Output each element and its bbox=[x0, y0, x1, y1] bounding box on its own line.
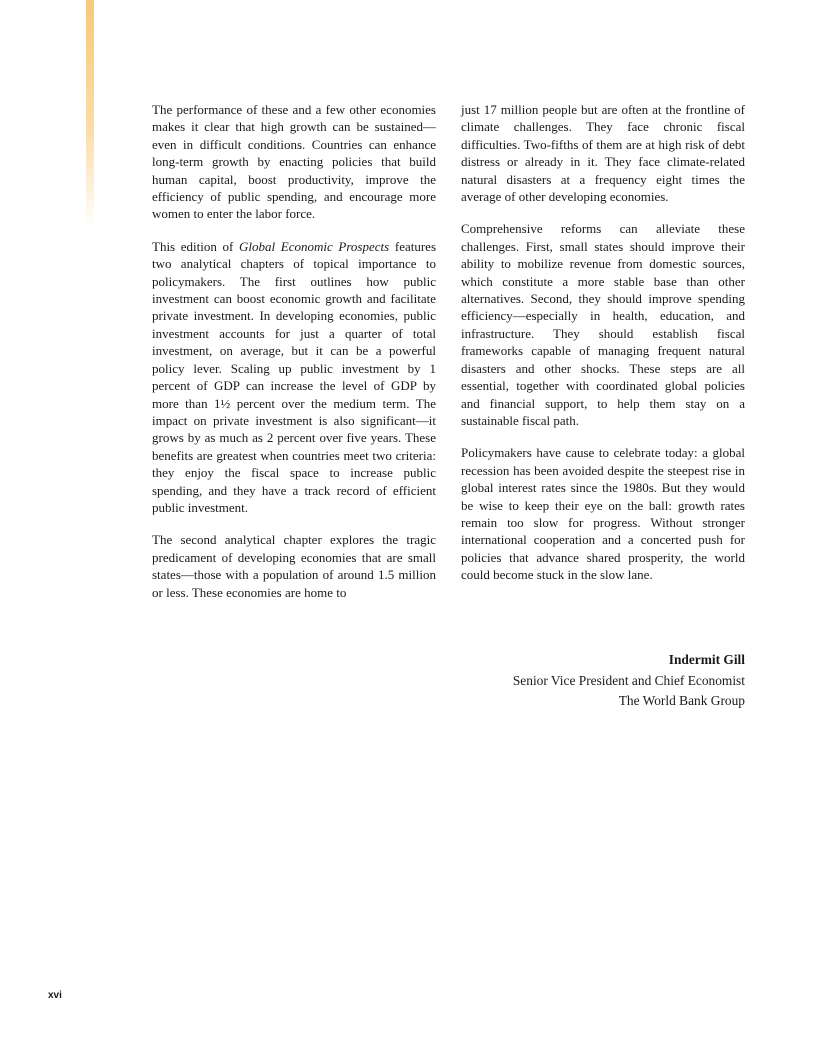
page-number: xvi bbox=[48, 990, 62, 1001]
signatory-name: Indermit Gill bbox=[668, 652, 745, 667]
paragraph-text: This edition of bbox=[152, 238, 240, 254]
signature-block bbox=[461, 650, 745, 712]
paragraph: The performance of these and a few other economies makes it clear that high growth can be sustained—even in difficult conditions. Countries can enhance long-term growth by enacting policies that build human capital, boost productivity, improve the efficiency of public spending, and encourage more women to enter the labor force. bbox=[152, 102, 436, 222]
publication-title: Global Economic Prospects bbox=[239, 238, 390, 254]
paragraph bbox=[152, 238, 436, 517]
paragraph: The second analytical chapter explores the tragic predicament of developing economies that are small states—those with a population of around 1.5 million or less. These economies are home to bbox=[152, 532, 436, 600]
decorative-accent-bar bbox=[86, 0, 94, 230]
right-text-column bbox=[461, 101, 745, 599]
paragraph: Comprehensive reforms can alleviate these challenges. First, small states should improve their ability to mobilize revenue from domestic sources, which constitute a more stable base than other alternatives. Second, they should improve spending efficiency—especially in health, education, and infrastructure. They should establish fiscal frameworks capable of managing frequent natural disasters and other shocks. These steps are all essential, together with coordinated global policies and financial support, to help them stay on a sustainable fiscal path. bbox=[461, 221, 745, 428]
paragraph: just 17 million people but are often at the frontline of climate challenges. They face chronic fiscal difficulties. Two-fifths of them are at high risk of debt distress or already in it. They face climate-related natural disasters at a frequency eight times the average of other developing economies. bbox=[461, 102, 745, 205]
signatory-title: Senior Vice President and Chief Economist bbox=[512, 672, 745, 688]
paragraph: Policymakers have cause to celebrate today: a global recession has been avoided despite the steepest rise in global interest rates since the 1980s. But they would be wise to keep their eye on the ball: growth rates remain too slow for progress. Without stronger international cooperation and a concerted push for policies that advance shared prosperity, the world could become stuck in the slow lane. bbox=[461, 445, 745, 583]
signatory-organization: The World Bank Group bbox=[618, 693, 745, 708]
left-text-column bbox=[152, 101, 436, 616]
paragraph-text: features two analytical chapters of topical importance to policymakers. The first outlines how public investment can boost economic growth and facilitate private investment. In developing economies, public investment accounts for just a quarter of total investment, on average, but it can be a powerful policy lever. Scaling up public investment by 1 percent of GDP can increase the level of GDP by more than 1½ percent over the medium term. The impact on private investment is also significant—it grows by as much as 2 percent over five years. These benefits are greatest when countries meet two criteria: they enjoy the fiscal space to increase public spending, and they have a track record of efficient public investment. bbox=[152, 238, 437, 515]
